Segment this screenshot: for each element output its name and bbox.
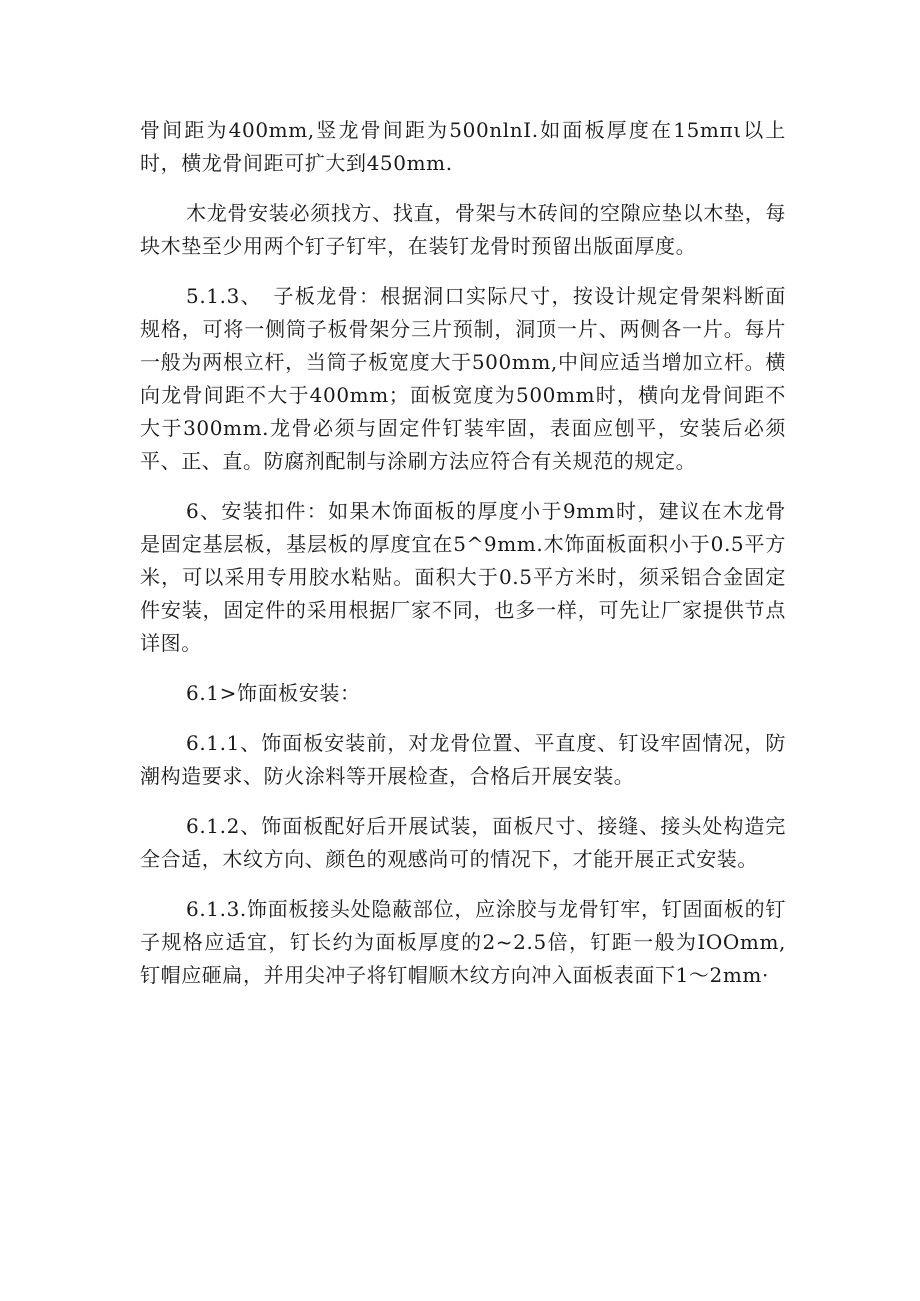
paragraph-6-1-1: 6.1.1、饰面板安装前，对龙骨位置、平直度、钉设牢固情况，防潮构造要求、防火涂料等开展检查，合格后开展安装。 — [140, 731, 786, 788]
paragraph-6-1-3: 6.1.3.饰面板接头处隐蔽部位，应涂胶与龙骨钉牢，钉固面板的钉子规格应适宜，钉长约为面板厚度的2~2.5倍，钉距一般为IOOmm,钉帽应砸扁，并用尖冲子将钉帽顺木纹方向冲入面板表面下1～2mm· — [140, 897, 786, 987]
document-body — [140, 114, 786, 992]
heading-6-1: 6.1>饰面板安装： — [186, 681, 361, 705]
paragraph-5-1-3: 5.1.3、 子板龙骨：根据洞口实际尺寸，按设计规定骨架料断面规格，可将一侧筒子板骨架分三片预制，洞顶一片、两侧各一片。每片一般为两根立杆，当筒子板宽度大于500mm,中间应适当增加立杆。横向龙骨间距不大于400mm；面板宽度为500mm时，横向龙骨间距不大于300mm.龙骨必须与固定件钉装牢固，表面应刨平，安装后必须平、正、直。防腐剂配制与涂刷方法应符合有关规范的规定。 — [140, 284, 786, 473]
paragraph-6-1-2: 6.1.2、饰面板配好后开展试装，面板尺寸、接缝、接头处构造完全合适，木纹方向、颜色的观感尚可的情况下，才能开展正式安装。 — [140, 814, 786, 871]
paragraph-continuation: 骨间距为400mm,竖龙骨间距为500nlnI.如面板厚度在15mπι以上时，横龙骨间距可扩大到450mm. — [140, 118, 786, 175]
paragraph-wood-keel-install: 木龙骨安装必须找方、找直，骨架与木砖间的空隙应垫以木垫，每块木垫至少用两个钉子钉牢，在装钉龙骨时预留出版面厚度。 — [140, 201, 786, 258]
paragraph-6: 6、安装扣件：如果木饰面板的厚度小于9mm时，建议在木龙骨是固定基层板，基层板的厚度宜在5^9mm.木饰面板面积小于0.5平方米，可以采用专用胶水粘贴。面积大于0.5平方米时，须采铝合金固定件安装，固定件的采用根据厂家不同，也多一样，可先让厂家提供节点详图。 — [140, 499, 786, 655]
